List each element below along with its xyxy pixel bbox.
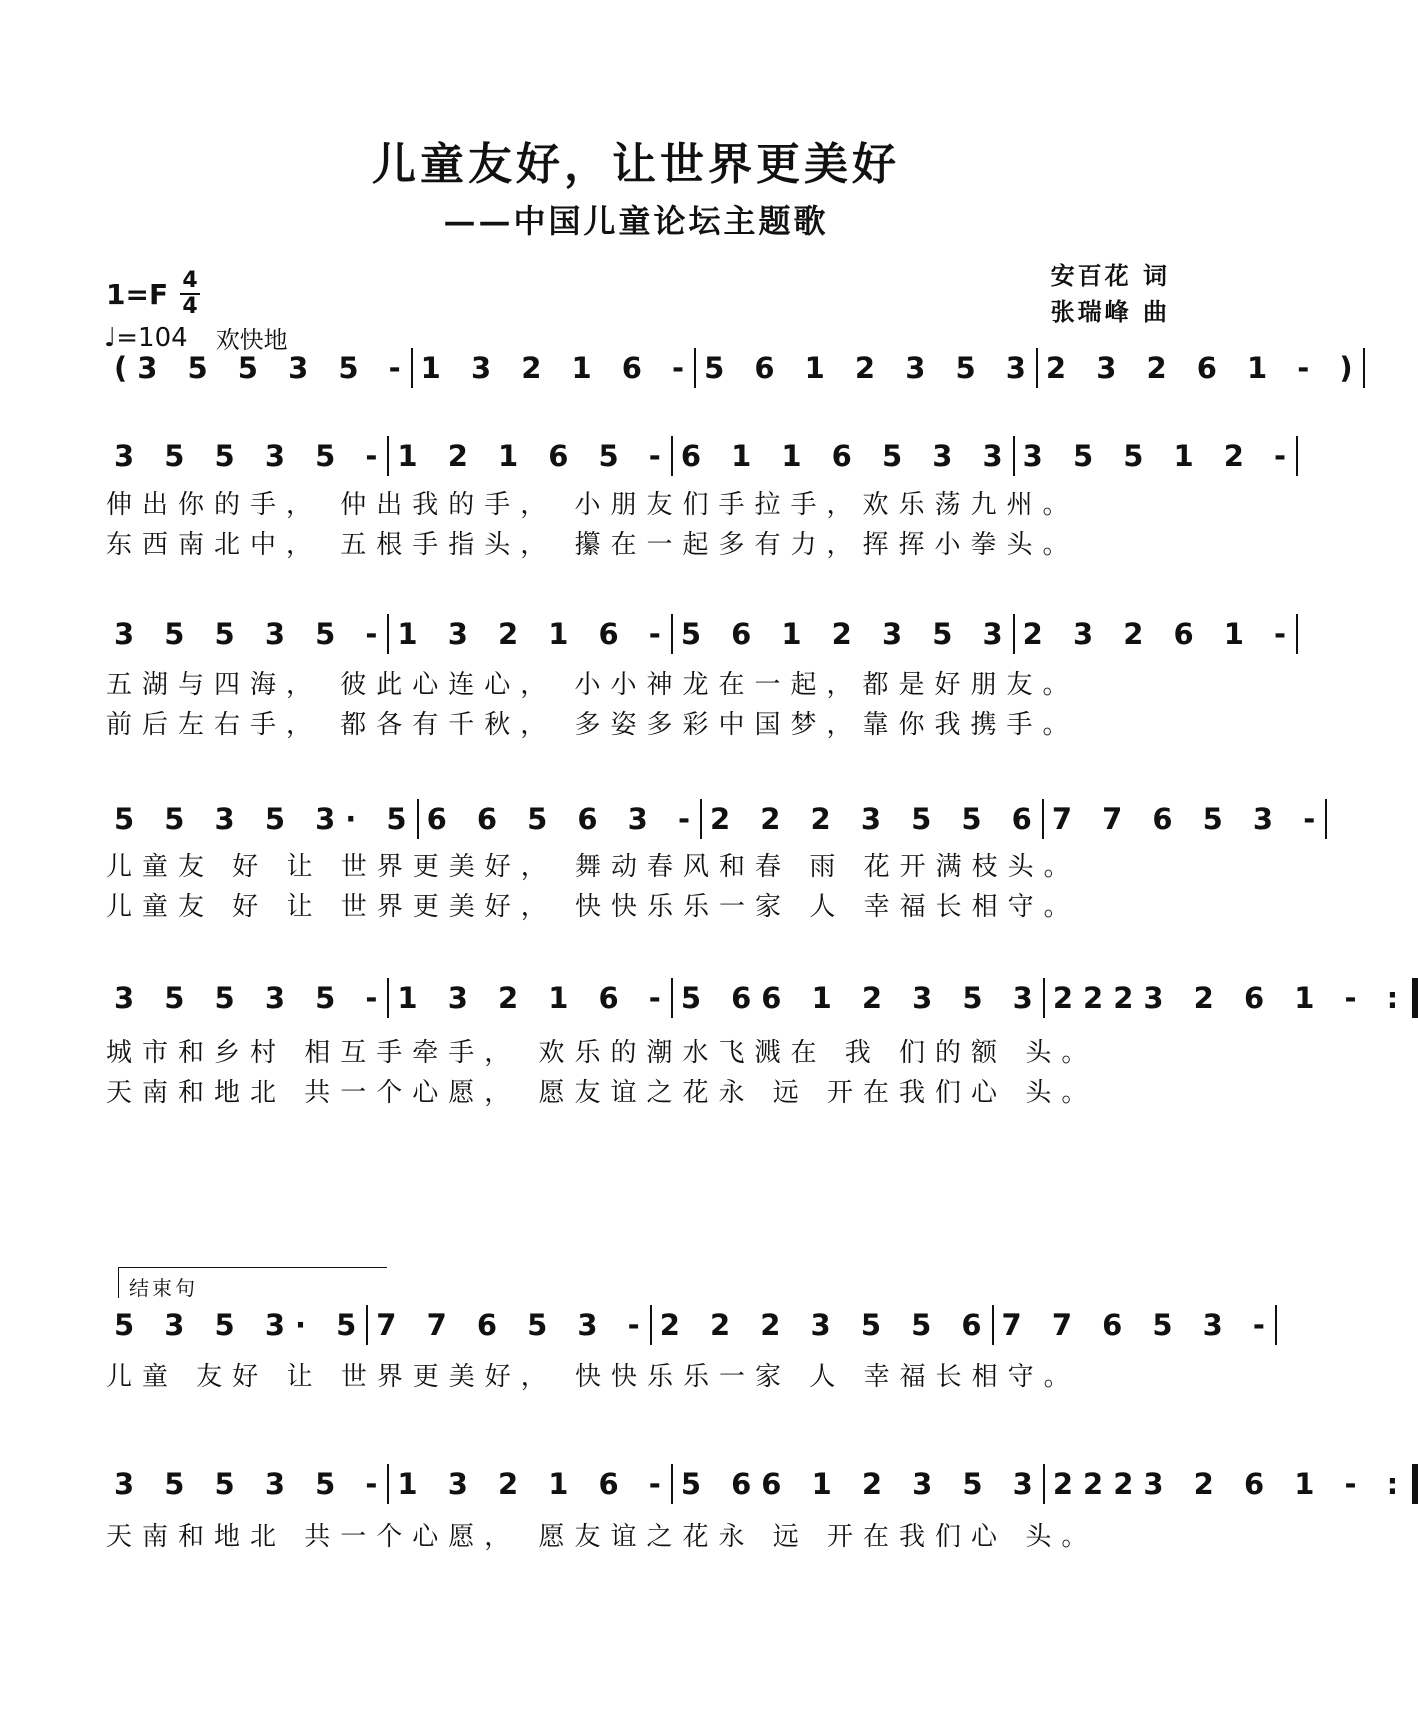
measure: 1 3 2 1 6 - [397,981,671,1015]
lyric-line: 儿童 友好 让 世界更美好， 快快乐乐一家 人 幸福长相守。 [106,1362,1080,1392]
lyric-line: 东西南北中， 五根手指头， 攥在一起多有力，挥挥小拳头。 [106,530,1079,560]
tempo-value: =104 [116,322,188,353]
measure: 5 3 5 3· 5 [114,1308,367,1342]
score-system [106,797,1326,841]
measure: 5 66 1 2 3 5 3 [680,981,1043,1015]
measure: 2223 2 6 1 - : [1052,981,1409,1015]
measure: (3 5 5 3 5 - [114,351,411,385]
measure: 7 7 6 5 3 - [1001,1308,1275,1342]
lyricist-credit: 安百花 词 [1050,262,1170,290]
measure: 3 5 5 3 5 - [114,617,388,651]
measure: 5 6 1 2 3 5 3 [704,351,1036,385]
measure: 1 3 2 1 6 - [397,617,671,651]
measure: 2 2 2 3 5 5 6 [659,1308,992,1342]
measure: 5 5 3 5 3· 5 [114,802,417,836]
lyric-line: 天南和地北 共一个心愿， 愿友谊之花永 远 开在我们心 头。 [106,1522,1098,1552]
score-system [106,434,1297,478]
measure: 2 3 2 6 1 - [1022,617,1297,651]
measure: 5 6 1 2 3 5 3 [680,617,1013,651]
key-signature [106,270,200,318]
expression-mark: 欢快地 [215,326,288,354]
measure: 3 5 5 3 5 - [114,439,388,473]
repeat-end-barline [1412,978,1418,1018]
measure: 1 2 1 6 5 - [397,439,671,473]
lyric-line: 城市和乡村 相互手牵手， 欢乐的潮水飞溅在 我 们的额 头。 [106,1038,1098,1068]
lyric-line: 儿童友 好 让 世界更美好， 快快乐乐一家 人 幸福长相守。 [106,892,1080,922]
measure: 2 3 2 6 1 - ) [1045,351,1363,385]
measure: 7 7 6 5 3 - [376,1308,650,1342]
lyric-line: 天南和地北 共一个心愿， 愿友谊之花永 远 开在我们心 头。 [106,1078,1098,1108]
score-system [106,1462,1409,1506]
measure: 5 66 1 2 3 5 3 [680,1467,1043,1501]
measure: 3 5 5 1 2 - [1022,439,1297,473]
measure: 1 3 2 1 6 - [397,1467,671,1501]
lyric-line: 伸出你的手， 仲出我的手， 小朋友们手拉手，欢乐荡九州。 [106,490,1079,520]
time-signature [180,270,200,318]
score-system [106,612,1297,656]
measure: 1 3 2 1 6 - [420,351,695,385]
quarter-note-icon: ♩ [104,322,117,353]
measure: 6 6 5 6 3 - [426,802,700,836]
lyric-line: 儿童友 好 让 世界更美好， 舞动春风和春 雨 花开满枝头。 [106,852,1080,882]
key-label: 1=F [106,277,169,311]
measure: 6 1 1 6 5 3 3 [680,439,1013,473]
measure: 3 5 5 3 5 - [114,1467,388,1501]
song-subtitle: ——中国儿童论坛主题歌 [443,202,829,240]
repeat-end-barline [1412,1464,1418,1504]
composer-credit: 张瑞峰 曲 [1050,298,1170,326]
time-sig-top: 4 [182,268,198,293]
measure: 2 2 2 3 5 5 6 [710,802,1042,836]
lyric-line: 五湖与四海， 彼此心连心， 小小神龙在一起，都是好朋友。 [106,670,1079,700]
ending-label: 结束句 [118,1267,387,1298]
lyric-line: 前后左右手， 都各有千秋， 多姿多彩中国梦，靠你我携手。 [106,710,1079,740]
score-system [106,1303,1275,1347]
score-system [106,976,1409,1020]
time-sig-bottom: 4 [182,294,198,319]
measure: 2223 2 6 1 - : [1052,1467,1409,1501]
song-title: 儿童友好，让世界更美好 [372,139,900,190]
score-system [106,346,1363,390]
measure: 7 7 6 5 3 - [1051,802,1326,836]
measure: 3 5 5 3 5 - [114,981,388,1015]
